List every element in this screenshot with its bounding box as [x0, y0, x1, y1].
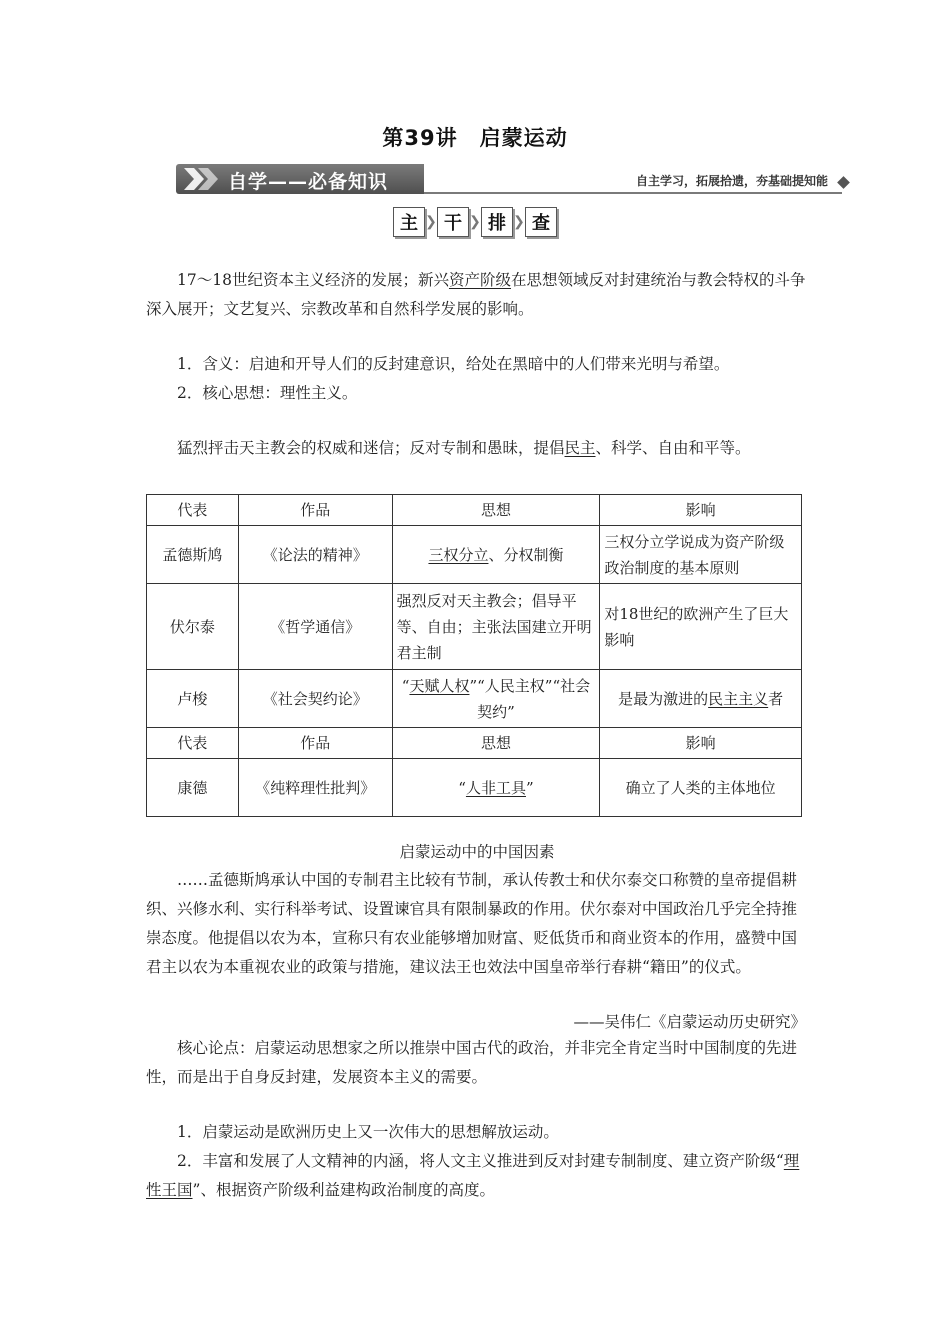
influence-1: 1．启蒙运动是欧洲历史上又一次伟大的思想解放运动。: [177, 1123, 559, 1141]
thinkers-table: [146, 494, 802, 817]
table-header-row: [147, 728, 802, 759]
impact-cell: 三权分立学说成为资产阶级政治制度的基本原则: [600, 526, 802, 584]
text-run: ”、根据资产阶级利益建构政治制度的高度。: [192, 1181, 495, 1199]
chevron-icon: [182, 166, 228, 192]
underlined-term: 理性王国: [146, 1152, 800, 1199]
background-paragraph: [146, 266, 808, 324]
diamond-icon: [837, 176, 850, 189]
banner-label: [176, 164, 424, 194]
lecture-number: 第39讲: [382, 126, 458, 150]
underlined-term: 人非工具: [465, 778, 526, 797]
chevron-right-icon: ❯: [469, 214, 481, 230]
table-row: [147, 759, 802, 817]
header-cell: 影响: [600, 728, 802, 759]
text-run: 2．丰富和发展了人文精神的内涵，将人文主义推进到反对封建专制制度、建立资产阶级“: [177, 1152, 784, 1170]
header-cell: 作品: [238, 728, 392, 759]
subheading-char: 干: [437, 207, 469, 237]
subheading-char: 排: [481, 207, 513, 237]
text-run: “: [458, 778, 466, 797]
rep-cell: 孟德斯鸠: [147, 526, 239, 584]
underlined-term: 资产阶级: [448, 271, 511, 289]
table-row: [147, 670, 802, 728]
header-cell: 思想: [392, 728, 600, 759]
excerpt-source: ——吴伟仁《启蒙运动历史研究》: [573, 1013, 806, 1031]
idea-cell: 强烈反对天主教会；倡导平等、自由；主张法国建立开明君主制: [392, 584, 600, 670]
page-title: [0, 122, 950, 152]
rep-cell: 康德: [147, 759, 239, 817]
impact-cell: 对18世纪的欧洲产生了巨大影响: [600, 584, 802, 670]
chevron-right-icon: ❯: [425, 214, 437, 230]
header-cell: 代表: [147, 728, 239, 759]
text-run: “: [401, 676, 410, 695]
underlined-term: 天赋人权: [409, 676, 470, 695]
subheading: [0, 207, 950, 237]
text-run: 者: [768, 689, 784, 708]
work-cell: 《哲学通信》: [238, 584, 392, 670]
text-run: ”“人民主权”“社会契约”: [469, 676, 591, 721]
underlined-term: 民主主义: [708, 689, 769, 708]
text-run: 17～18世纪资本主义经济的发展；新兴: [177, 271, 449, 289]
content-paragraph: [146, 434, 808, 463]
impact-cell: [600, 670, 802, 728]
banner-subtitle: 自主学习，拓展拾遗，夯基础提知能: [635, 174, 828, 188]
work-cell: 《社会契约论》: [238, 670, 392, 728]
core-argument: 核心论点：启蒙运动思想家之所以推崇中国古代的政治，并非完全肯定当时中国制度的先进性，而是出于自身反封建，发展资本主义的需要。: [146, 1039, 798, 1086]
section-banner: [176, 164, 848, 198]
text-run: 在思想领域反对封建统治与教会特权的斗争深入展开；文艺复兴、宗教改革和自然科学发展的影响。: [146, 271, 806, 318]
impact-cell: 确立了人类的主体地位: [600, 759, 802, 817]
china-excerpt: ……孟德斯鸠承认中国的专制君主比较有节制，承认传教士和伏尔泰交口称赞的皇帝提倡耕织、兴修水利、实行科举考试、设置谏官具有限制暴政的作用。伏尔泰对中国政治几乎完全持推崇态度。他提倡以农为本，宣称只有农业能够增加财富、贬低货币和商业资本的作用，盛赞中国君主以农为本重视农业的政策与措施，建议法王也效法中国皇帝举行春耕“籍田”的仪式。: [146, 871, 798, 976]
header-cell: 思想: [392, 495, 600, 526]
lecture-name: 启蒙运动: [479, 126, 568, 150]
subheading-char: 主: [393, 207, 425, 237]
chevron-right-icon: ❯: [513, 214, 525, 230]
underlined-term: 三权分立: [428, 545, 489, 564]
influence-2: [146, 1147, 808, 1205]
work-cell: 《纯粹理性批判》: [238, 759, 392, 817]
point-1: 1．含义：启迪和开导人们的反封建意识，给处在黑暗中的人们带来光明与希望。: [177, 355, 730, 373]
banner-title: 自学——必备知识: [228, 171, 389, 193]
idea-cell: [392, 670, 600, 728]
text-run: 猛烈抨击天主教会的权威和迷信；反对专制和愚昧，提倡: [177, 439, 565, 457]
idea-cell: [392, 759, 600, 817]
header-cell: 影响: [600, 495, 802, 526]
rep-cell: 卢梭: [147, 670, 239, 728]
subheading-char: 查: [525, 207, 557, 237]
table-row: [147, 526, 802, 584]
point-2: 2．核心思想：理性主义。: [177, 384, 358, 402]
underlined-term: 民主: [564, 439, 596, 457]
table-row: [147, 584, 802, 670]
header-cell: 代表: [147, 495, 239, 526]
header-cell: 作品: [238, 495, 392, 526]
text-run: ”: [525, 778, 534, 797]
idea-cell: [392, 526, 600, 584]
text-run: 是最为激进的: [618, 689, 709, 708]
table-header-row: [147, 495, 802, 526]
banner-rule: [424, 192, 842, 194]
china-heading: 启蒙运动中的中国因素: [399, 843, 555, 861]
rep-cell: 伏尔泰: [147, 584, 239, 670]
text-run: 、分权制衡: [488, 545, 564, 564]
text-run: 、科学、自由和平等。: [595, 439, 751, 457]
work-cell: 《论法的精神》: [238, 526, 392, 584]
